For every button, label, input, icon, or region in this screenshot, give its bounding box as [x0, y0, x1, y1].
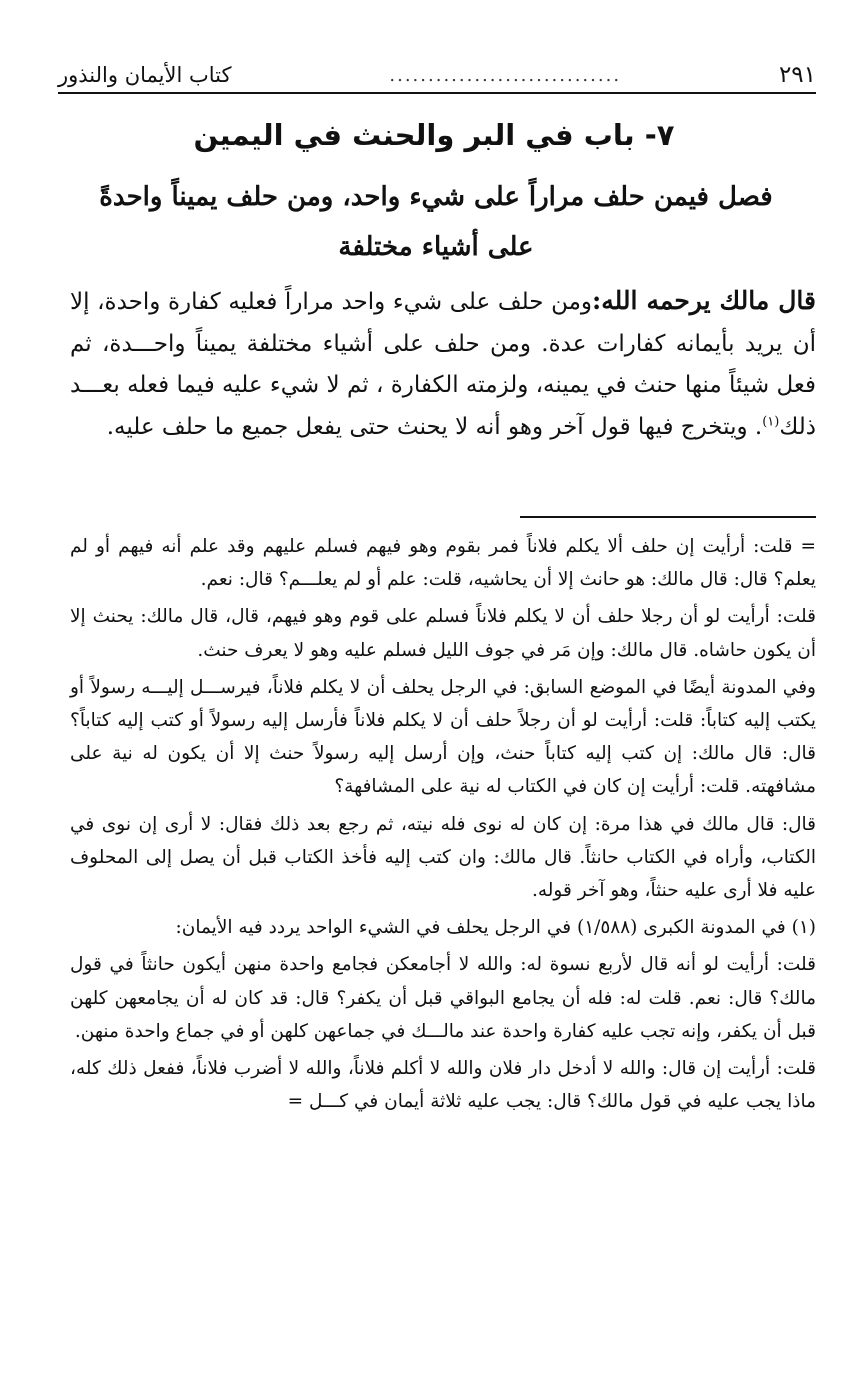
footnote-reference[interactable]: (١) — [762, 413, 780, 429]
footnote-paragraph: قلت: أرأيت لو أن رجلا حلف أن لا يكلم فلاناً فسلم على قوم وهو فيهم، قال، قال مالك: يحنث إلا أن يكون حاشاه. قال مالك: وإن مَر في جوف الليل فسلم عليه وهو لا يعرف حنث. — [70, 606, 816, 661]
page-number: ٢٩١ — [778, 62, 816, 88]
footnote-divider — [520, 516, 816, 518]
chapter-title: ٧- باب في البر والحنث في اليمين — [193, 118, 675, 152]
running-header — [58, 58, 816, 94]
footnote-paragraph: قال: قال مالك في هذا مرة: إن كان له نوى فله نيته، ثم رجع بعد ذلك فقال: لا أرى إن نوى في الكتاب، وأراه في الكتاب حانثاً. قال مالك: وان كتب إليه فأخذ الكتاب قبل أن يصل إلى المحلوف عليه فلا أرى عليه حنثاً، وهو آخر قوله. — [70, 813, 816, 902]
footnote-paragraph: = قلت: أرأيت إن حلف ألا يكلم فلاناً فمر بقوم وهو فيهم فسلم عليهم وقد علم أنه فيهم أو لم يعلم؟ قال: قال مالك: هو حانث إلا أن يحاشيه، قلت: علم أو لم يعلـــم؟ قال: نعم. — [70, 536, 816, 591]
footnote-paragraph: قلت: أرأيت إن قال: والله لا أدخل دار فلان والله لا أكلم فلاناً، والله لا أضرب فلاناً، ففعل ذلك كله، ماذا يجب عليه في قول مالك؟ قال: يجب عليه ثلاثة أيمان في كـــل = — [70, 1058, 816, 1113]
main-paragraph — [70, 280, 816, 448]
speaker-attribution: قال مالك يرحمه الله: — [592, 286, 816, 315]
main-body-text-end: . ويتخرج فيها قول آخر وهو أنه لا يحنث حتى يفعل جميع ما حلف عليه. — [106, 413, 763, 440]
section-title: فصل فيمن حلف مراراً على شيء واحد، ومن حلف يميناً واحدةً على أشياء مختلفة — [99, 182, 773, 262]
book-section-title: كتاب الأيمان والنذور — [58, 63, 232, 87]
footnote-paragraph: (١) في المدونة الكبرى (١/٥٨٨) في الرجل يحلف في الشيء الواحد يردد فيه الأيمان: — [175, 917, 816, 939]
header-leader-dots: .............................. — [389, 64, 622, 86]
footnote-paragraph: قلت: أرأيت لو أنه قال لأربع نسوة له: والله لا أجامعكن فجامع واحدة منهن أيكون حانثاً في قول مالك؟ قال: نعم. قلت له: فله أن يجامع البواقي قبل أن يكفر؟ قال: قد كان له أن يجامعهن كلهن قبل أن يكفر، وإنه تجب عليه كفارة واحدة عند مالـــك في جماعهن كلهن أو في جماع واحدة منهن. — [70, 954, 816, 1042]
footnote-paragraph: وفي المدونة أيضًا في الموضع السابق: في الرجل يحلف أن لا يكلم فلاناً، فيرســـل إليـــه رسولاً أو يكتب إليه كتاباً: قلت: أرأيت لو أن رجلاً حلف أن لا يكلم فلاناً فأرسل إليه رسولاً أو كتب إليه كتاباً؟ قال: قال مالك: إن كتب إليه كتاباً حنث، وإن أرسل إليه رسولاً حنث إلا أن يكون له نية على مشافهته. قلت: أرأيت إن كان في الكتاب له نية على المشافهة؟ — [70, 676, 816, 798]
main-body-text: ومن حلف على شيء واحد مراراً فعليه كفارة واحدة، إلا أن يريد بأيمانه كفارات عدة. ومن حلف على أشياء مختلفة يميناً واحـــدة، ثم فعل شيئاً منها حنث في يمينه، ولزمته الكفارة ، ثم لا شيء عليه فيما فعله بعـــد ذلك — [70, 289, 816, 440]
footnotes — [70, 530, 816, 1122]
